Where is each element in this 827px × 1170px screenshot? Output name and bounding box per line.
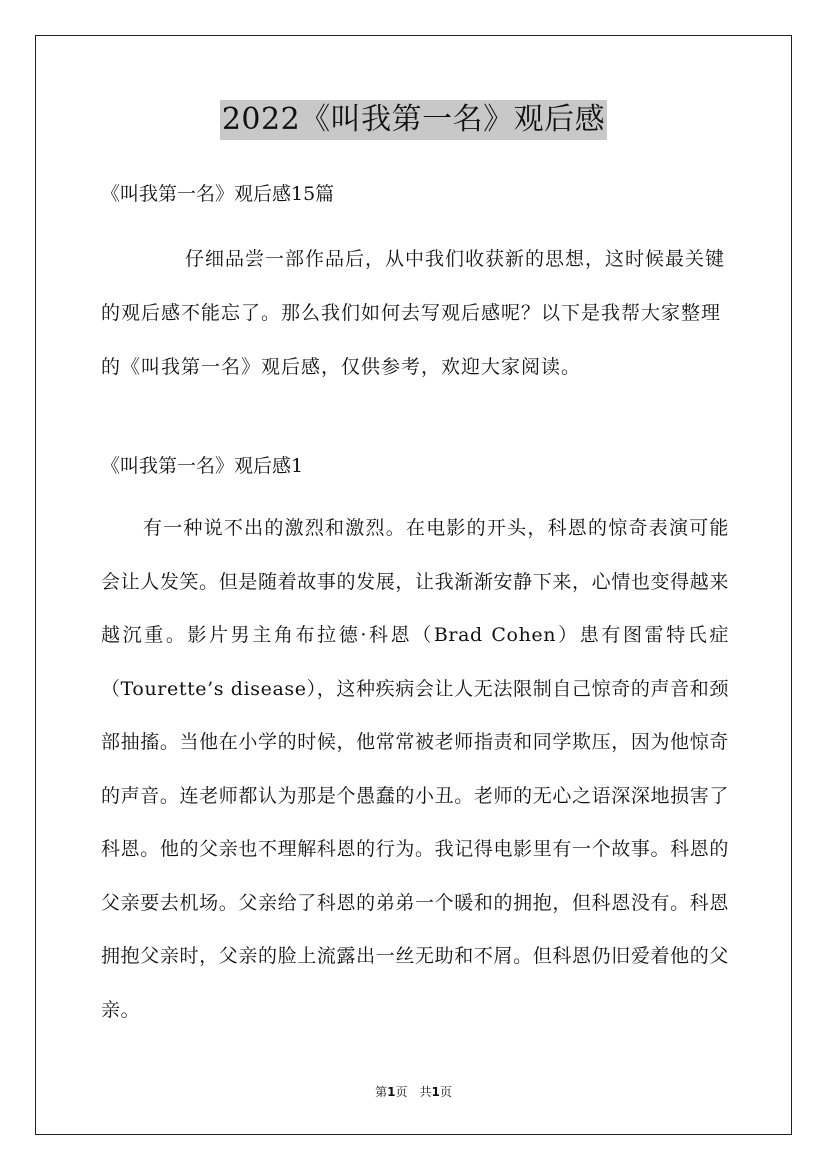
page-suffix: 页 (395, 1085, 408, 1099)
document-subtitle: 《叫我第一名》观后感15篇 (101, 183, 335, 205)
page-number: 1 (387, 1085, 396, 1099)
total-prefix: 共 (419, 1085, 432, 1099)
section-heading: 《叫我第一名》观后感1 (101, 455, 304, 477)
body-paragraph: 有一种说不出的激烈和激烈。在电影的开头，科恩的惊奇表演可能会让人发笑。但是随着故事的发展，让我渐渐安静下来，心情也变得越来越沉重。影片男主角布拉德·科恩（Brad Cohen）患有图雷特氏症（Tourette’s disease），这种疾病会让人无法限制自己惊奇的声音和颈部抽搐。当他在小学的时候，他常常被老师指责和同学欺压，因为他惊奇的声音。连老师都认为那是个愚蠢的小丑。老师的无心之语深深地损害了科恩。他的父亲也不理解科恩的行为。我记得电影里有一个故事。科恩的父亲要去机场。父亲给了科恩的弟弟一个暖和的拥抱，但科恩没有。科恩拥抱父亲时，父亲的脸上流露出一丝无助和不屑。但科恩仍旧爱着他的父亲。 (101, 517, 729, 1021)
total-suffix: 页 (439, 1085, 452, 1099)
page-footer (0, 1083, 827, 1101)
total-pages: 1 (431, 1085, 440, 1099)
page-prefix: 第 (375, 1085, 388, 1099)
document-title: 2022《叫我第一名》观后感 (220, 100, 607, 140)
title-container (0, 100, 827, 140)
intro-paragraph: 仔细品尝一部作品后，从中我们收获新的思想，这时候最关键的观后感不能忘了。那么我们如何去写观后感呢？以下是我帮大家整理的《叫我第一名》观后感，仅供参考，欢迎大家阅读。 (101, 248, 726, 378)
